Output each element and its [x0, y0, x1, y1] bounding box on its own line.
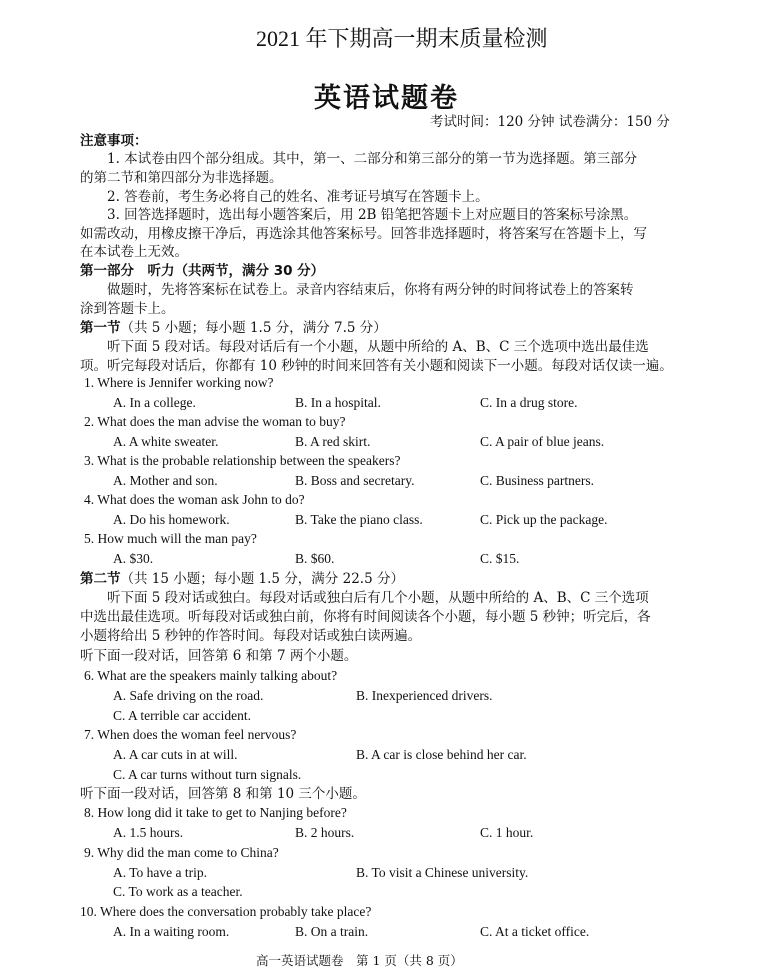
- section2-inst-c: 小题将给出 5 秒钟的作答时间。每段对话或独白读两遍。: [80, 628, 422, 644]
- q7-option-c: C. A car turns without turn signals.: [113, 767, 302, 782]
- question-7: 7. When does the woman feel nervous?: [84, 727, 297, 742]
- q2-option-c: C. A pair of blue jeans.: [480, 434, 605, 449]
- section2-inst-a: 听下面 5 段对话或独白。每段对话或独白后有几个小题，从题中所给的 A、B、C 三个选项: [107, 590, 649, 606]
- section1-heading: [80, 319, 387, 338]
- q3-option-c: C. Business partners.: [480, 473, 594, 488]
- q7-option-b: B. A car is close behind her car.: [356, 747, 527, 762]
- page-footer: 高一英语试题卷 第 1 页（共 8 页）: [256, 953, 463, 968]
- q8-option-b: B. 2 hours.: [295, 825, 355, 840]
- q4-option-a: A. Do his homework.: [113, 512, 230, 527]
- note-1a: 1. 本试卷由四个部分组成。其中，第一、二部分和第三部分的第一节为选择题。第三部分: [107, 151, 638, 167]
- section2-label: 第二节: [80, 571, 121, 587]
- q1-option-c: C. In a drug store.: [480, 395, 578, 410]
- group-1-instruction: 听下面一段对话，回答第 6 和第 7 两个小题。: [80, 648, 358, 664]
- q7-option-a: A. A car cuts in at will.: [113, 747, 238, 762]
- q6-option-c: C. A terrible car accident.: [113, 708, 251, 723]
- q6-option-a: A. Safe driving on the road.: [113, 688, 264, 703]
- question-10: 10. Where does the conversation probably take place?: [80, 904, 372, 919]
- note-3a: 3. 回答选择题时，选出每小题答案后，用 2B 铅笔把答题卡上对应题目的答案标号涂黑。: [107, 207, 638, 223]
- note-2: 2. 答卷前，考生务必将自己的姓名、准考证号填写在答题卡上。: [107, 189, 489, 205]
- question-1: 1. Where is Jennifer working now?: [84, 375, 274, 390]
- section2-heading: [80, 570, 404, 589]
- q6-option-b: B. Inexperienced drivers.: [356, 688, 493, 703]
- q5-option-c: C. $15.: [480, 551, 520, 566]
- note-1b: 的第二节和第四部分为非选择题。: [80, 170, 283, 186]
- q1-option-b: B. In a hospital.: [295, 395, 381, 410]
- question-4: 4. What does the woman ask John to do?: [84, 492, 305, 507]
- q2-option-a: A. A white sweater.: [113, 434, 219, 449]
- note-3b: 如需改动，用橡皮擦干净后，再选涂其他答案标号。回答非选择题时，将答案写在答题卡上，写: [80, 226, 647, 242]
- exam-title: 2021 年下期高一期末质量检测: [256, 26, 548, 51]
- q9-option-c: C. To work as a teacher.: [113, 884, 243, 899]
- part1-intro-b: 涂到答题卡上。: [80, 301, 175, 317]
- note-3c: 在本试卷上无效。: [80, 244, 188, 260]
- question-3: 3. What is the probable relationship between the speakers?: [84, 453, 401, 468]
- part1-intro-a: 做题时，先将答案标在试卷上。录音内容结束后，你将有两分钟的时间将试卷上的答案转: [107, 282, 634, 298]
- q9-option-b: B. To visit a Chinese university.: [356, 865, 529, 880]
- q4-option-b: B. Take the piano class.: [295, 512, 423, 527]
- q10-option-c: C. At a ticket office.: [480, 924, 590, 939]
- notes-heading: 注意事项：: [80, 133, 148, 149]
- section2-inst-b: 中选出最佳选项。听每段对话或独白前，你将有时间阅读各个小题，每小题 5 秒钟；听完后，各: [80, 609, 651, 625]
- q5-option-b: B. $60.: [295, 551, 335, 566]
- q3-option-b: B. Boss and secretary.: [295, 473, 415, 488]
- paper-title: 英语试题卷: [314, 83, 459, 114]
- section1-inst-b: 项。听完每段对话后，你都有 10 秒钟的时间来回答有关小题和阅读下一小题。每段对话仅读一遍。: [80, 358, 673, 374]
- q2-option-b: B. A red skirt.: [295, 434, 371, 449]
- part1-heading: 第一部分 听力（共两节，满分 30 分）: [80, 263, 325, 279]
- question-9: 9. Why did the man come to China?: [84, 845, 279, 860]
- section1-desc: （共 5 小题；每小题 1.5 分，满分 7.5 分）: [120, 320, 387, 336]
- question-2: 2. What does the man advise the woman to buy?: [84, 414, 346, 429]
- q4-option-c: C. Pick up the package.: [480, 512, 608, 527]
- section1-label: 第一节: [80, 320, 121, 336]
- q10-option-b: B. On a train.: [295, 924, 369, 939]
- q9-option-a: A. To have a trip.: [113, 865, 208, 880]
- q8-option-a: A. 1.5 hours.: [113, 825, 184, 840]
- q8-option-c: C. 1 hour.: [480, 825, 534, 840]
- q3-option-a: A. Mother and son.: [113, 473, 218, 488]
- q5-option-a: A. $30.: [113, 551, 154, 566]
- section2-desc: （共 15 小题；每小题 1.5 分，满分 22.5 分）: [120, 571, 404, 587]
- question-6: 6. What are the speakers mainly talking about?: [84, 668, 338, 683]
- section1-inst-a: 听下面 5 段对话。每段对话后有一个小题，从题中所给的 A、B、C 三个选项中选出最佳选: [107, 339, 649, 355]
- question-8: 8. How long did it take to get to Nanjing before?: [84, 805, 347, 820]
- q1-option-a: A. In a college.: [113, 395, 196, 410]
- q10-option-a: A. In a waiting room.: [113, 924, 230, 939]
- question-5: 5. How much will the man pay?: [84, 531, 257, 546]
- group-2-instruction: 听下面一段对话，回答第 8 和第 10 三个小题。: [80, 786, 366, 802]
- exam-info: 考试时间：120 分钟 试卷满分：150 分: [430, 114, 670, 130]
